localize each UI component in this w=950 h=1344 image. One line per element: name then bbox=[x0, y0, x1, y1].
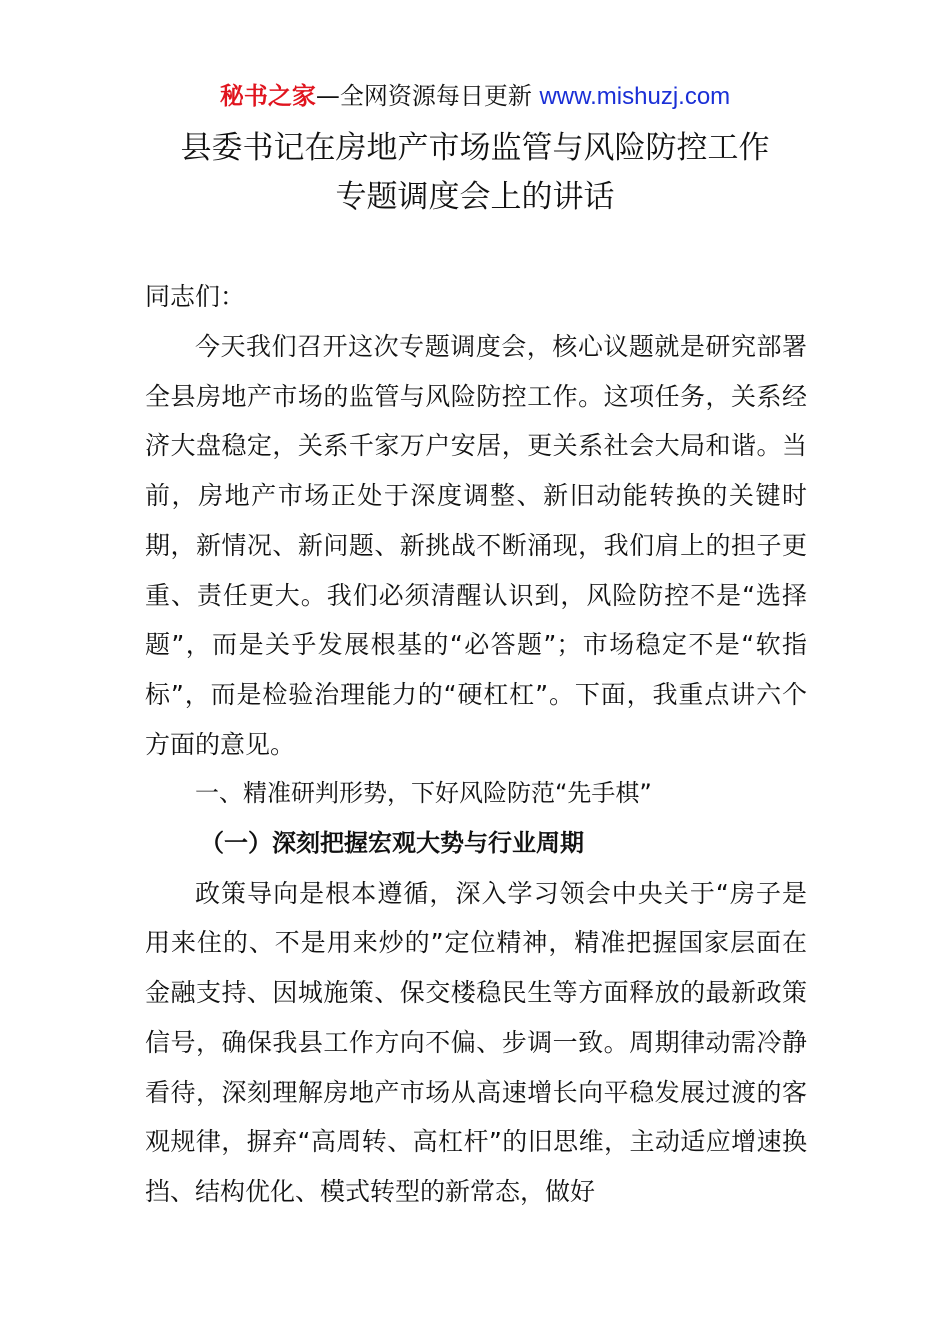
document-title-line-1: 县委书记在房地产市场监管与风险防控工作 bbox=[180, 130, 770, 166]
intro-paragraph: 今天我们召开这次专题调度会，核心议题就是研究部署全县房地产市场的监管与风险防控工作。这项任务，关系经济大盘稳定，关系千家万户安居，更关系社会大局和谐。当前，房地产市场正处于深度调整、新旧动能转换的关键时期，新情况、新问题、新挑战不断涌现，我们肩上的担子更重、责任更大。我们必须清醒认识到，风险防控不是“选择题”，而是关乎发展根基的“必答题”；市场稳定不是“软指标”，而是检验治理能力的“硬杠杠”。下面，我重点讲六个方面的意见。 bbox=[145, 332, 807, 759]
site-banner bbox=[0, 80, 950, 113]
banner-tagline: —全网资源每日更新 bbox=[315, 82, 540, 110]
section-heading: 一、精准研判形势，下好风险防范“先手棋” bbox=[195, 779, 652, 808]
greeting: 同志们： bbox=[145, 282, 246, 311]
banner-site-link[interactable]: www.mishuzj.com bbox=[539, 83, 731, 110]
document-body bbox=[145, 322, 807, 1217]
subsection-paragraph: 政策导向是根本遵循，深入学习领会中央关于“房子是用来住的、不是用来炒的”定位精神，精准把握国家层面在金融支持、因城施策、保交楼稳民生等方面释放的最新政策信号，确保我县工作方向不偏、步调一致。周期律动需冷静看待，深刻理解房地产市场从高速增长向平稳发展过渡的客观规律，摒弃“高周转、高杠杆”的旧思维，主动适应增速换挡、结构优化、模式转型的新常态，做好 bbox=[145, 878, 807, 1206]
banner-brand: 秘书之家 bbox=[219, 82, 316, 110]
subsection-heading: （一）深刻把握宏观大势与行业周期 bbox=[200, 829, 584, 858]
document-title-line-2: 专题调度会上的讲话 bbox=[335, 179, 615, 215]
